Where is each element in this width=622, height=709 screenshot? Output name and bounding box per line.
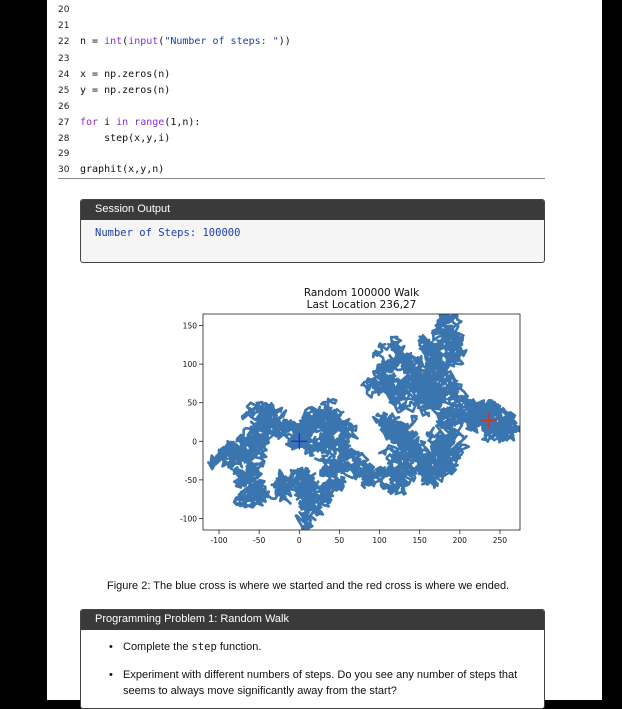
code-token: step(x,y,i) <box>80 133 171 144</box>
problem-item-2-line2: seems to always move significantly away from the start? <box>123 685 397 697</box>
code-line <box>58 69 170 81</box>
x-tick-label: 200 <box>452 536 467 545</box>
code-line <box>58 53 80 65</box>
problem-item-1-pre: Complete the <box>123 641 192 653</box>
programming-problem-box <box>80 609 545 709</box>
code-token: (1,n): <box>164 117 201 128</box>
x-tick-label: 0 <box>296 536 302 545</box>
session-output-label: Number of Steps: <box>95 227 197 239</box>
x-tick-label: -100 <box>210 536 228 545</box>
programming-problem-body <box>81 630 544 699</box>
line-number: 28 <box>58 134 70 144</box>
code-token: graphit(x,y,n) <box>80 164 165 175</box>
code-token: ( <box>158 36 165 47</box>
x-tick-label: 150 <box>412 536 427 545</box>
bullet-icon: • <box>109 641 113 653</box>
figure-caption: Figure 2: The blue cross is where we started and the red cross is where we ended. <box>107 580 510 592</box>
code-token: x = np.zeros(n) <box>80 69 171 80</box>
session-output-box <box>80 199 545 263</box>
code-line <box>58 164 164 176</box>
code-token: in <box>116 117 129 128</box>
y-tick-label: 50 <box>187 398 197 408</box>
random-walk-path <box>208 310 524 531</box>
line-number: 29 <box>58 149 70 159</box>
line-number: 25 <box>58 86 70 96</box>
x-tick-label: 100 <box>372 536 387 545</box>
programming-problem-header: Programming Problem 1: Random Walk <box>81 610 544 630</box>
code-divider <box>58 178 545 179</box>
x-tick-label: 250 <box>492 536 508 545</box>
line-number: 24 <box>58 70 70 80</box>
y-tick-label: 150 <box>182 321 197 331</box>
problem-item-2-line1: Experiment with different numbers of steps. Do you see any number of steps that <box>123 669 518 681</box>
code-line <box>58 36 291 48</box>
session-output-header: Session Output <box>81 200 544 220</box>
y-tick-label: -100 <box>179 514 197 524</box>
session-output-value: 100000 <box>202 227 241 239</box>
code-token: "Number of steps: " <box>164 36 279 47</box>
y-tick-label: -50 <box>184 475 197 485</box>
code-token: for <box>80 117 99 128</box>
code-line <box>58 4 80 16</box>
y-tick-label: 0 <box>192 437 197 447</box>
code-token: i <box>98 117 117 128</box>
random-walk-chart <box>127 282 557 552</box>
code-token: input <box>128 36 159 47</box>
line-number: 21 <box>58 21 70 31</box>
code-token: )) <box>278 36 291 47</box>
code-line <box>58 101 80 113</box>
code-line <box>58 148 80 160</box>
session-output-text <box>81 220 544 246</box>
code-token: ( <box>122 36 129 47</box>
x-tick-label: 50 <box>334 536 345 545</box>
problem-item-1-code: step <box>191 641 217 653</box>
line-number: 26 <box>58 102 70 112</box>
chart-subtitle: Last Location 236,27 <box>306 299 417 311</box>
code-line <box>58 20 80 32</box>
code-line <box>58 133 170 145</box>
line-number: 30 <box>58 165 70 175</box>
chart-title: Random 100000 Walk <box>303 287 420 299</box>
code-line <box>58 117 200 129</box>
x-tick-label: -50 <box>253 536 266 545</box>
line-number: 27 <box>58 118 70 128</box>
problem-item-1 <box>95 639 530 655</box>
code-token: range <box>134 117 165 128</box>
code-token: int <box>104 36 123 47</box>
bullet-icon: • <box>109 669 113 681</box>
code-token: y = np.zeros(n) <box>80 85 171 96</box>
document-page <box>47 0 602 700</box>
y-tick-label: 100 <box>182 360 197 370</box>
code-token: n = <box>80 36 105 47</box>
line-number: 22 <box>58 37 70 47</box>
line-number: 23 <box>58 54 70 64</box>
problem-item-2 <box>95 667 530 699</box>
line-number: 20 <box>58 5 70 15</box>
code-line <box>58 85 170 97</box>
problem-item-1-post: function. <box>216 641 262 653</box>
